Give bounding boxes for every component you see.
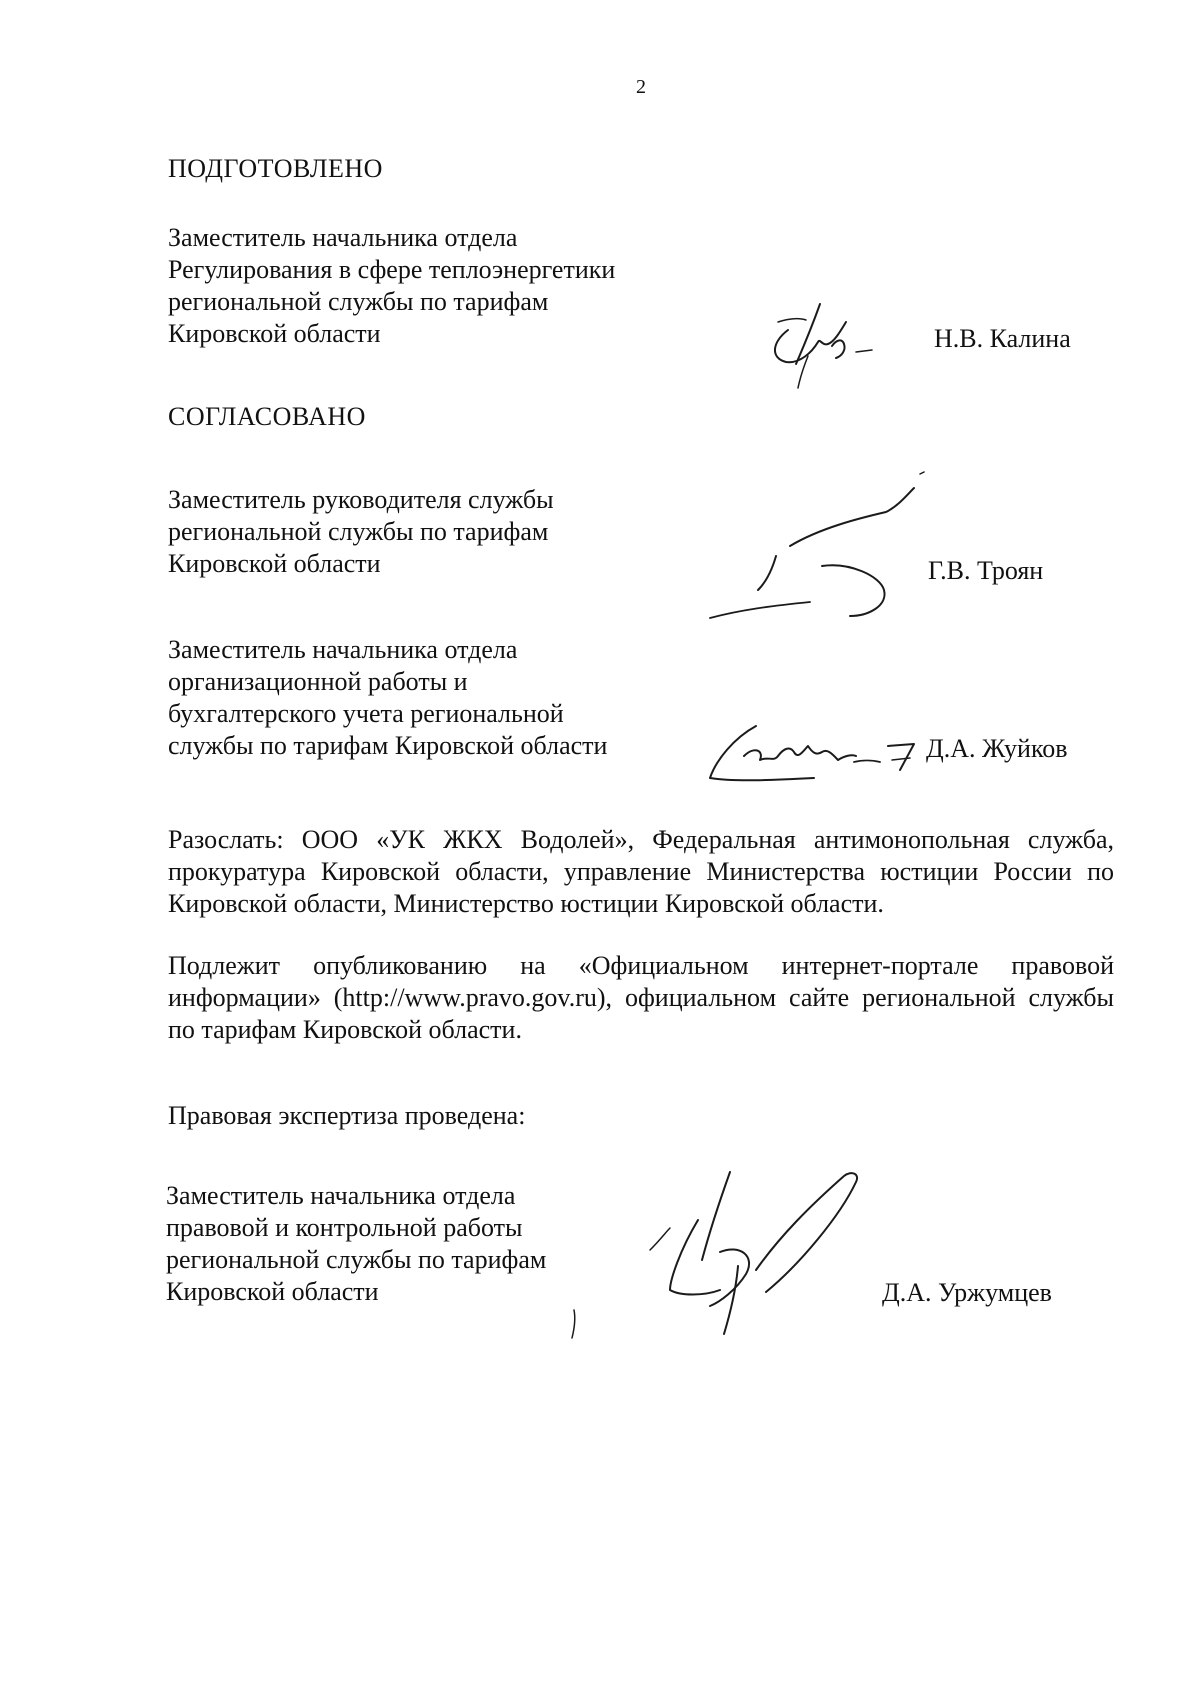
page-number: 2 [636,76,646,98]
publication-note: Подлежит опубликованию на «Официальном интернет-портале правовой информации» (http://www.pravo.gov.ru), официальном сайте региональной службы по тарифам Кировской области. [168,951,1114,1044]
agreed-heading: СОГЛАСОВАНО [168,402,366,431]
agreed-position-2: Заместитель начальника отдела организационной работы и бухгалтерского учета региональной службы по тарифам Кировской области [168,635,608,760]
signature-kalina [760,292,890,392]
agreed-name-2: Д.А. Жуйков [926,734,1068,763]
signature-zhuykov [704,716,924,796]
agreed-position-1: Заместитель руководителя службы региональной службы по тарифам Кировской области [168,485,554,578]
prepared-position: Заместитель начальника отдела Регулирования в сфере теплоэнергетики региональной службы по тарифам Кировской области [168,223,616,348]
legal-review-position: Заместитель начальника отдела правовой и контрольной работы региональной службы по тарифам Кировской области [166,1181,547,1306]
distribution-list: Разослать: ООО «УК ЖКХ Водолей», Федеральная антимонопольная служба, прокуратура Кировской области, управление Министерства юстиции России по Кировской области, Министерство юстиции Кировской области. [168,825,1114,918]
agreed-name-1: Г.В. Троян [928,556,1044,585]
signature-urzhumtsev [570,1170,890,1340]
legal-review-heading: Правовая экспертиза проведена: [168,1101,526,1130]
prepared-heading: ПОДГОТОВЛЕНО [168,154,383,183]
signature-troyan [700,466,920,634]
prepared-name: Н.В. Калина [934,324,1071,353]
legal-review-name: Д.А. Уржумцев [882,1278,1052,1307]
